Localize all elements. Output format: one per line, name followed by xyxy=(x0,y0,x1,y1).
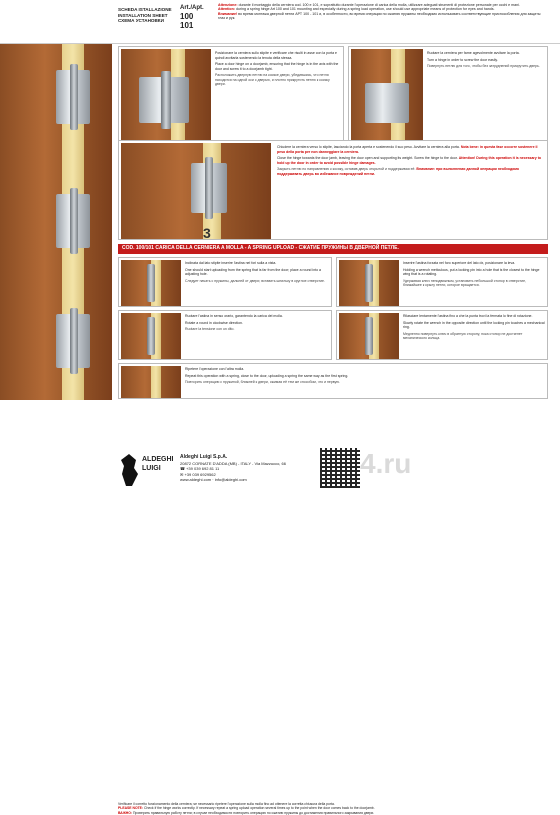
watermark: 4.ru xyxy=(360,448,412,479)
hinge-knuckle xyxy=(365,317,373,355)
article-number: Art./Apt. 100 101 xyxy=(180,5,204,31)
spring-step-5-text: Ripetere l'operazione con l'altra molla. Repeat this operation with a spring, close to the door, uploading a spring the same way as the first spring. Повторить операцию с пружиной, ближней к двери, сжимая её тем же способом, что и первую. xyxy=(185,367,349,385)
spring-step-1 xyxy=(118,257,332,307)
door-frame xyxy=(151,366,161,398)
spring-photo xyxy=(339,313,399,359)
hinge-knuckle xyxy=(70,308,78,374)
hinge-knuckle xyxy=(205,157,213,219)
hinge-knuckle xyxy=(70,188,78,254)
company-address: 20872 CORNATE D'ADDA (MB) - ITALY - Via Mazzucco, 66 xyxy=(180,460,286,466)
company-web[interactable]: www.aldeghi.com xyxy=(180,476,212,482)
phone-icon: ☎ xyxy=(180,466,187,472)
step-3-text: Chiudere la cerniera verso lo stipite, lasciando la porta aperta e sostenendo il suo peso. Avvitare la cerniera alla porta. Nota bene: in questa fase occorre sostenere il peso della porta per non danneggiare la cerniera. Close the hinge towards the door jamb, leaving the door open and supporting its weight. Screw the hinge to the door. Attention! During this operation it is necessary to hold up the door in order to avoid possible hinge damages. Закрыть петлю по направлению к косяку, оставив дверь открытой и поддерживая её. Внимание: при выполнении данной операции необходимо поддерживать дверь во избежание повреждений петли. xyxy=(277,145,542,176)
company-email[interactable]: info@aldeghi.com xyxy=(214,476,247,482)
step-number: 3 xyxy=(203,225,211,241)
spring-upload-band: COD. 100/101 CARICA DELLA CERNIERA A MOLLA - A SPRING UPLOAD - СЖАТИЕ ПРУЖИНЫ В ДВЕРНОЙ ПЕТЛЕ. xyxy=(118,244,548,254)
safety-notes: Attenzione: durante il montaggio della cerniera cod. 100 e 101, e soprattutto durante l'operazione di carica della molla, utilizzare adeguati strumenti di protezione personale per occhi e mani. Attention: during a spring hinge Art 100 and 101 mounting and especially during a spring load operation, use should use appropriate means of protection for eyes and hands. Внимание! во время монтажа дверной петли АРТ 100 - 101 и, в особенности, во время операции по сжатию пружины необходимо использовать соответствующие приспособления для защиты глаз и рук. xyxy=(218,3,541,21)
spring-step-3 xyxy=(118,310,332,360)
spring-step-1-text: Inclinata dal lato stipite inserire l'astina nel fori sulla a vista. One should start uploading from the spring that is far from the door; place a round into a adjusting hole. Следует начать с пружины, дальней от двери; вставить шпильку в круглое отверстие. xyxy=(185,261,325,283)
hinge-image xyxy=(365,83,409,123)
company-phone: +39 039 692 81 11 xyxy=(186,466,220,472)
qr-code xyxy=(320,448,360,488)
step-3-photo xyxy=(121,143,271,239)
step-2-text: Ruotare la cerniera per farne agevolmente avvitare la porta. Turn a hinge in order to screw the door easily. Повернуть петлю для того, чтобы без затруднений прикрутить дверь. xyxy=(427,51,540,69)
spring-step-4 xyxy=(336,310,548,360)
hinge-knuckle xyxy=(365,264,373,302)
footer xyxy=(0,400,560,815)
spring-photo xyxy=(121,366,181,398)
logo-text-bottom: LUIGI xyxy=(142,465,161,472)
spring-photo xyxy=(121,313,181,359)
hinge-knuckle xyxy=(70,64,78,130)
lion-logo-icon xyxy=(118,452,140,488)
spring-step-3-text: Ruotare l'astina in senso orario, garantendo la carica del molla. Rotate a round in clockwise direction. Ruotare la tensione con un dito. xyxy=(185,314,283,332)
spring-photo xyxy=(339,260,399,306)
step-3-panel xyxy=(118,140,548,240)
company-info: Aldeghi Luigi S.p.A. 20872 CORNATE D'ADDA (MB) - ITALY - Via Mazzucco, 66 ☎ +39 039 692 81 11 ✉ +39 039 6929562 www.aldeghi.com · info@aldeghi.com xyxy=(180,454,286,482)
spring-step-4-text: Rilasciare lentamente l'astina fino a che la punta trovi la fermata lo fine di rotazione. Slowly rotate the wrench in the opposite direction until the locking pin touches a mechanical ring. Медленно повернуть ключ в обратную сторону, пока стопор не достигнет механического кольца. xyxy=(403,314,545,341)
spring-step-5 xyxy=(118,363,548,399)
company-fax: +39 039 6929562 xyxy=(184,471,216,477)
header xyxy=(0,0,560,44)
step-1-text: Posizionare la cerniera sullo stipite e verificare che risulti in asse con la porta e quindi avvitarla sostenendo la tenuta della stessa. Place a door hinge on a doorjamb, ensuring that the hinge is in the axis with the door and screw it to a doorjamb tight. Расположить дверную петлю на косяке двери, убедившись, что петля находится на одной оси с дверью, и плотно прикрутить петлю к косяку двери. xyxy=(215,51,339,87)
fax-icon: ✉ xyxy=(180,471,185,477)
hinge-knuckle xyxy=(147,264,155,302)
door-photo-main xyxy=(0,44,112,400)
spring-photo xyxy=(121,260,181,306)
sheet-title: SCHEDA ISTALLAZIONE INSTALLATION SHEET СХЕМА УСТАНОВКИ xyxy=(118,7,172,24)
final-notes: Verificare il corretto funzionamento della cerniera; se necessario ripetere l'operazione sulla molla fino ad ottenere la corretta chiusura della porta. PLEASE NOTE: Check if the hinge works correctly. If necessary repeat a spring upload operation several times up to the point when the door comes back to the doorjamb. ВАЖНО: Проверить правильную работу петли; в случае необходимости повторить операцию по сжатию пружины до достижения правильного закрывания двери. xyxy=(118,802,375,815)
company-name: Aldeghi Luigi S.p.A. xyxy=(180,454,228,460)
spring-step-2-text: Inserire l'astina forzata nel foro superiore del lato dx, posizionare la leva. Holding a wrench meticulous, put a locking pin into a hole that is the closest to the hinge wing that is a rotating. Удерживая ключ неподвижным, установить небольшой стопор в отверстие, ближайшее к крылу петли, которое вращается. xyxy=(403,261,540,288)
spring-step-2 xyxy=(336,257,548,307)
logo-text-top: ALDEGHI xyxy=(142,456,174,463)
hinge-knuckle xyxy=(161,71,171,129)
hinge-knuckle xyxy=(147,317,155,355)
